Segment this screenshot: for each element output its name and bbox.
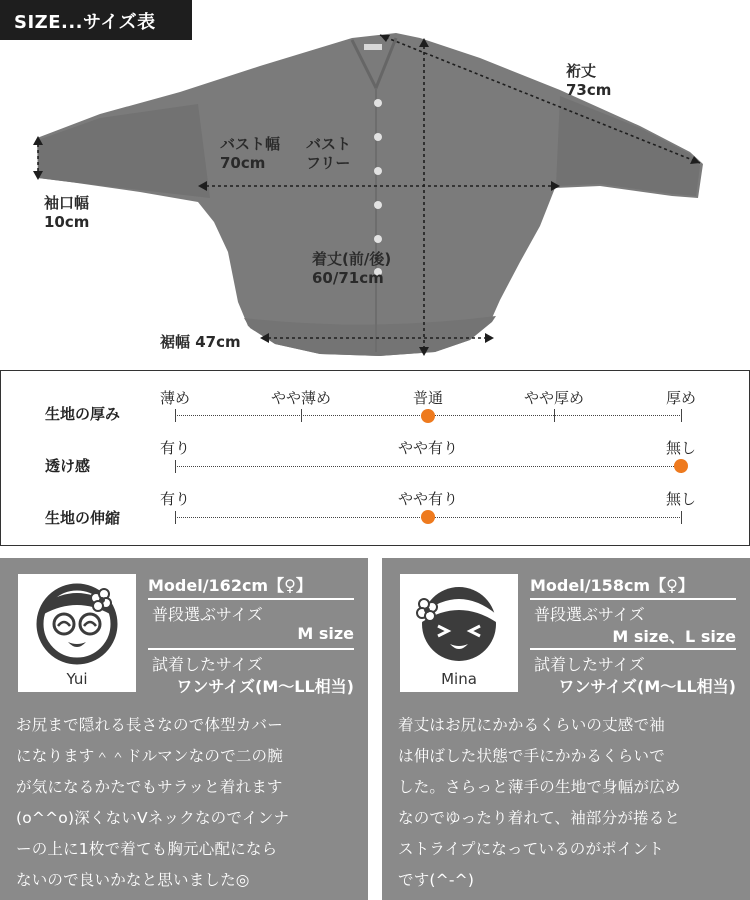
thickness-selected-dot <box>421 409 435 423</box>
tried-size-value-mina: ワンサイズ(M〜LL相当) <box>558 677 736 696</box>
comment-mina <box>398 710 740 896</box>
comment-line: になります＾＾ドルマンなので二の腕 <box>16 747 283 765</box>
model-divider-mina-1 <box>530 598 736 600</box>
cuff-label <box>44 194 89 232</box>
thickness-option-thick: 厚め <box>665 389 697 407</box>
hem-arrow-b <box>485 333 494 343</box>
stretch-option-slightly: やや有り <box>397 490 459 508</box>
comment-yui <box>16 710 358 896</box>
bust-free-label <box>306 135 351 173</box>
comment-line: した。さらっと薄手の生地で身幅が広め <box>398 778 681 796</box>
thickness-tick-1 <box>175 409 176 422</box>
usual-size-label-yui: 普段選ぶサイズ <box>152 605 263 624</box>
size-chart <box>0 0 750 370</box>
thickness-option-slightly-thin: やや薄め <box>270 389 332 407</box>
thickness-option-thin: 薄め <box>159 389 191 407</box>
transparency-scale <box>175 466 682 467</box>
model-panel-yui <box>0 558 368 900</box>
comment-line: 着丈はお尻にかかるくらいの丈感で袖 <box>398 716 665 734</box>
size-tag: SIZE...サイズ表 <box>0 0 192 40</box>
transparency-label: 透け感 <box>45 457 91 475</box>
comment-line: が気になるかたでもサラッと着れます <box>16 778 283 796</box>
stretch-option-none: 無し <box>665 490 697 508</box>
stretch-label: 生地の伸縮 <box>45 509 121 527</box>
thickness-label: 生地の厚み <box>45 405 121 423</box>
model-title-yui: Model/162cm【♀】 <box>148 576 312 595</box>
cuff-value: 10cm <box>44 213 90 231</box>
button-1 <box>374 99 382 107</box>
comment-line: なのでゆったり着れて、袖部分が捲ると <box>398 809 681 827</box>
hem-name: 裾幅 <box>160 333 191 351</box>
hem-value: 47cm <box>195 333 241 351</box>
bust-name: バスト幅 <box>220 135 281 153</box>
neck-label <box>364 44 382 50</box>
button-5 <box>374 235 382 243</box>
button-2 <box>374 133 382 141</box>
hem-label <box>160 333 241 352</box>
stretch-tick-2 <box>681 511 682 524</box>
stretch-option-yes: 有り <box>159 490 191 508</box>
sleeve-length-name: 裄丈 <box>566 62 597 80</box>
transparency-tick-1 <box>175 460 176 473</box>
comment-line: ーの上に1枚で着ても胸元心配になら <box>16 840 278 858</box>
transparency-option-slightly: やや有り <box>397 439 459 457</box>
length-name: 着丈(前/後) <box>312 250 392 268</box>
button-4 <box>374 201 382 209</box>
comment-line: です(^-^) <box>398 871 475 889</box>
model-title-mina: Model/158cm【♀】 <box>530 576 694 595</box>
comment-line: (o^^o)深くないVネックなのでインナ <box>16 809 290 827</box>
stretch-selected-dot <box>421 510 435 524</box>
avatar-name-yui: Yui <box>66 670 88 688</box>
bust-label <box>220 135 280 173</box>
comment-line: ないので良いかなと思いました◎ <box>16 871 250 889</box>
thickness-tick-4 <box>554 409 555 422</box>
tried-size-value-yui: ワンサイズ(M〜LL相当) <box>176 677 354 696</box>
thickness-tick-5 <box>681 409 682 422</box>
fabric-texture-table <box>0 370 750 546</box>
sleeve-length-value: 73cm <box>566 81 612 99</box>
usual-size-label-mina: 普段選ぶサイズ <box>534 605 645 624</box>
comment-line: お尻まで隠れる長さなので体型カバー <box>16 716 283 734</box>
cardigan-illustration <box>0 0 750 370</box>
transparency-selected-dot <box>674 459 688 473</box>
tried-size-label-mina: 試着したサイズ <box>534 655 645 674</box>
tried-size-label-yui: 試着したサイズ <box>152 655 263 674</box>
length-label <box>312 250 391 288</box>
bust-value: 70cm <box>220 154 266 172</box>
transparency-option-yes: 有り <box>159 439 191 457</box>
avatar-mina <box>400 574 518 692</box>
model-divider-yui-2 <box>148 648 354 650</box>
thickness-tick-2 <box>301 409 302 422</box>
bust-free-line1: バスト <box>306 135 352 153</box>
model-divider-yui-1 <box>148 598 354 600</box>
model-panel-mina <box>382 558 750 900</box>
length-value: 60/71cm <box>312 269 384 287</box>
cuff-name: 袖口幅 <box>44 194 90 212</box>
sleeve-length-label <box>566 62 611 100</box>
avatar-name-mina: Mina <box>441 670 477 688</box>
stretch-tick-1 <box>175 511 176 524</box>
usual-size-value-yui: M size <box>297 624 354 643</box>
model-divider-mina-2 <box>530 648 736 650</box>
thickness-option-normal: 普通 <box>412 389 444 407</box>
usual-size-value-mina: M size、L size <box>612 627 736 646</box>
thickness-option-slightly-thick: やや厚め <box>523 389 585 407</box>
transparency-option-none: 無し <box>665 439 697 457</box>
bust-free-line2: フリー <box>306 154 351 172</box>
button-3 <box>374 167 382 175</box>
comment-line: ストライプになっているのがポイント <box>398 840 664 858</box>
sleeve-shade-left <box>38 104 210 198</box>
comment-line: は伸ばした状態で手にかかるくらいで <box>398 747 665 765</box>
avatar-yui <box>18 574 136 692</box>
